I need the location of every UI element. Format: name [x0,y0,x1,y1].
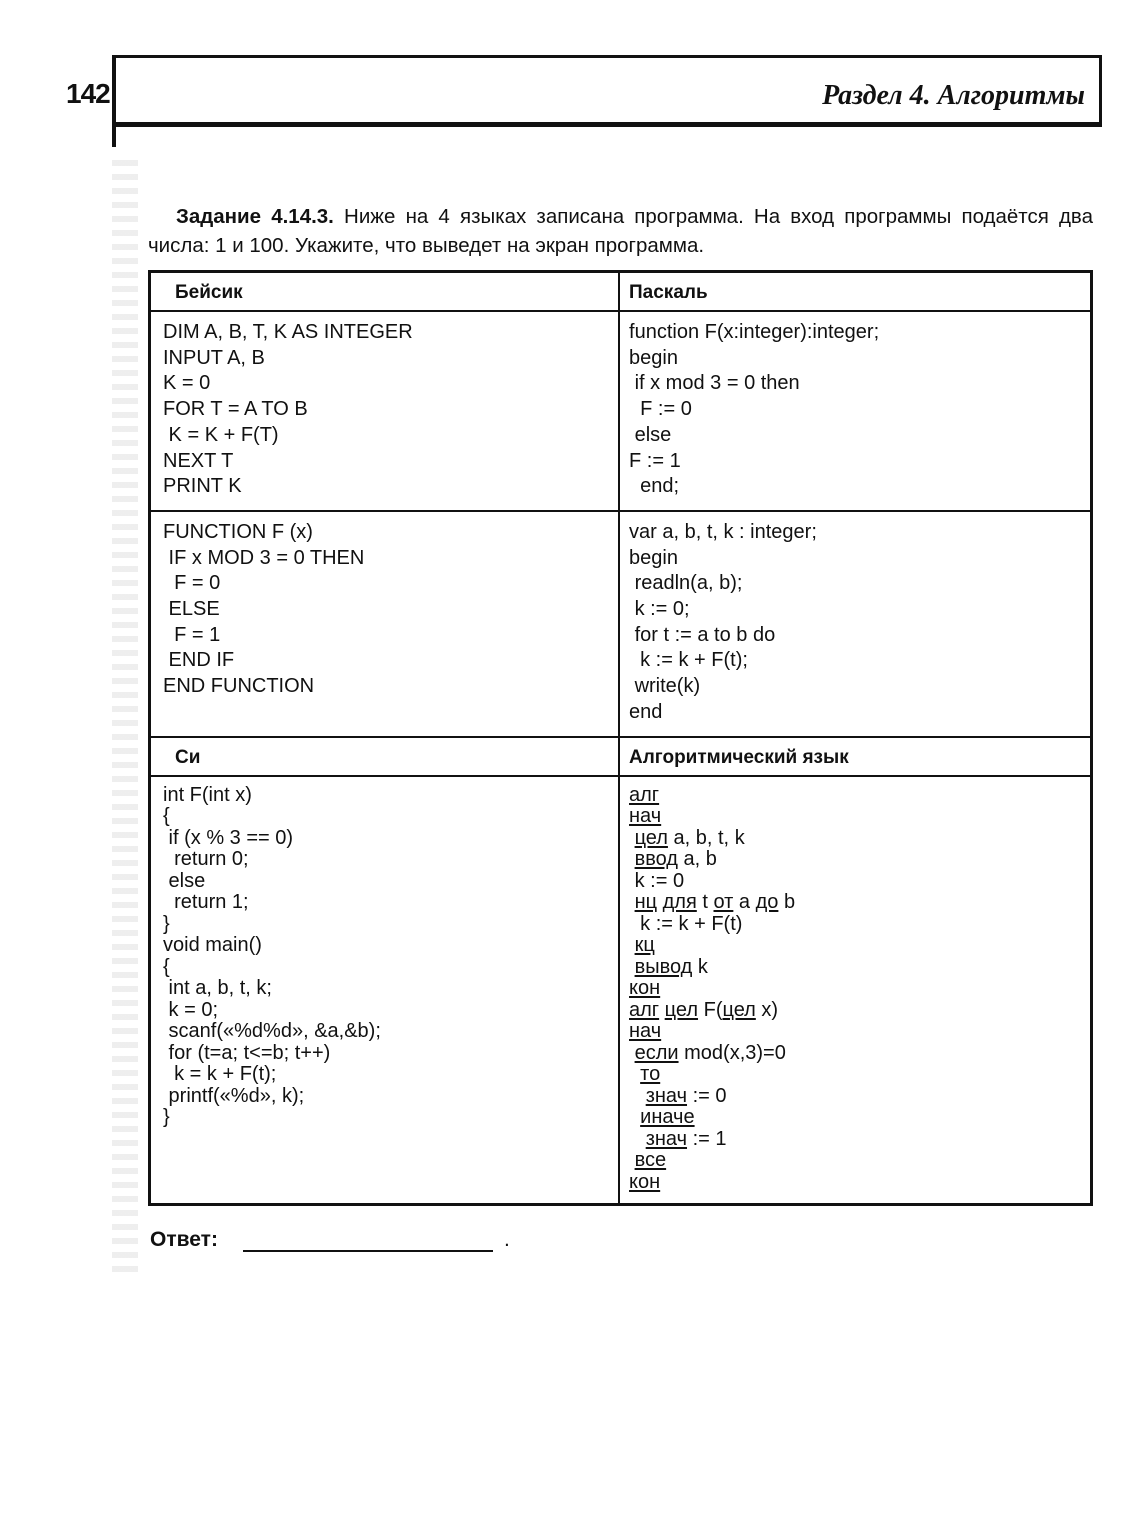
basic-main-code [150,311,620,511]
code-line: readln(a, b); [629,572,743,595]
pascal-func-code [619,311,1091,511]
code-line: k := k + F(t) [640,912,743,935]
running-header [112,55,1102,127]
basic-func-code [150,511,620,737]
code-line: F := 1 [629,449,681,472]
table-row [150,311,1092,511]
code-line: IF x MOD 3 = 0 THEN [163,546,365,569]
code-line: цел a, b, t, k [634,826,745,849]
code-line: for (t=a; t<=b; t++) [163,1041,331,1064]
basic-header: Бейсик [150,272,620,312]
code-line: { [163,805,170,828]
code-line: F = 0 [163,572,221,595]
code-line: алг [629,783,660,806]
code-line: FOR T = A TO B [163,398,308,421]
answer-blank[interactable] [243,1250,493,1252]
code-line: function F(x:integer):integer; [629,321,880,343]
section-title: Раздел 4. Алгоритмы [822,80,1085,111]
code-line: иначе [640,1106,695,1129]
programs-table [148,270,1093,1206]
task-text: Ниже на 4 языках записана программа. На вход программы подаётся два числа: 1 и 100. Укажите, что выведет на экран программа. [148,205,1093,257]
code-line: нач [629,1020,662,1043]
code-line: алг цел F(цел x) [629,998,779,1021]
code-line: else [629,423,672,446]
task-statement [148,202,1093,260]
code-line: { [163,955,170,978]
page-number: 142 [66,78,110,109]
code-line: k := k + F(t); [629,649,748,672]
code-line: end [629,700,663,723]
code-line: if (x % 3 == 0) [163,826,294,849]
code-line: else [163,869,206,892]
code-line: вывод k [634,955,708,978]
code-line: return 0; [163,848,249,871]
code-line: begin [629,546,678,569]
header-rule [112,125,116,147]
code-line: } [163,912,170,935]
code-line: F = 1 [163,623,221,646]
code-line: F := 0 [629,398,692,421]
code-line: k := 0; [629,598,690,621]
code-line: если mod(x,3)=0 [634,1041,786,1064]
algo-header: Алгоритмический язык [619,737,1091,776]
code-line: K = 0 [163,372,211,395]
code-line: write(k) [629,675,701,698]
table-row [150,737,1092,776]
code-line: k := 0 [634,869,685,892]
code-line: кц [634,934,655,957]
code-line: кон [629,977,661,1000]
code-line: void main() [163,934,262,957]
code-line: END IF [163,649,235,672]
code-line: INPUT A, B [163,346,265,369]
code-line: K = K + F(T) [163,423,279,446]
answer-dot: . [504,1228,510,1251]
pascal-main-code [619,511,1091,737]
code-line: PRINT K [163,475,242,498]
code-line: кон [629,1170,661,1193]
answer-label: Ответ: [150,1228,218,1251]
code-line: DIM A, B, T, K AS INTEGER [163,321,413,343]
scan-edge-shading [112,160,138,1280]
code-line: int a, b, t, k; [163,977,272,1000]
code-line: if x mod 3 = 0 then [629,372,800,395]
code-line: FUNCTION F (x) [163,520,313,543]
code-line: NEXT T [163,449,234,472]
code-line: printf(«%d», k); [163,1084,305,1107]
code-line: k = k + F(t); [163,1063,277,1086]
code-line: то [640,1063,661,1086]
code-line: знач := 1 [645,1127,727,1150]
table-row [150,776,1092,1205]
code-line: var a, b, t, k : integer; [629,520,817,543]
code-line: for t := a to b do [629,623,776,646]
pascal-header: Паскаль [619,272,1091,312]
algo-code [619,776,1091,1205]
c-header: Си [150,737,620,776]
code-line: END FUNCTION [163,675,315,698]
code-line: ELSE [163,598,220,621]
code-line: ввод a, b [634,848,717,871]
code-line: return 1; [163,891,249,914]
code-line: int F(int x) [163,783,252,806]
code-line: знач := 0 [645,1084,727,1107]
code-line: scanf(«%d%d», &a,&b); [163,1020,381,1043]
table-row [150,272,1092,312]
table-row [150,511,1092,737]
code-line: все [634,1149,667,1172]
task-label: Задание 4.14.3. [176,205,334,228]
c-code [150,776,620,1205]
code-line: k = 0; [163,998,219,1021]
code-line: нач [629,805,662,828]
code-line: } [163,1106,170,1129]
code-line: end; [629,475,680,498]
code-line: begin [629,346,678,369]
code-line: нц для t от a до b [634,891,796,914]
